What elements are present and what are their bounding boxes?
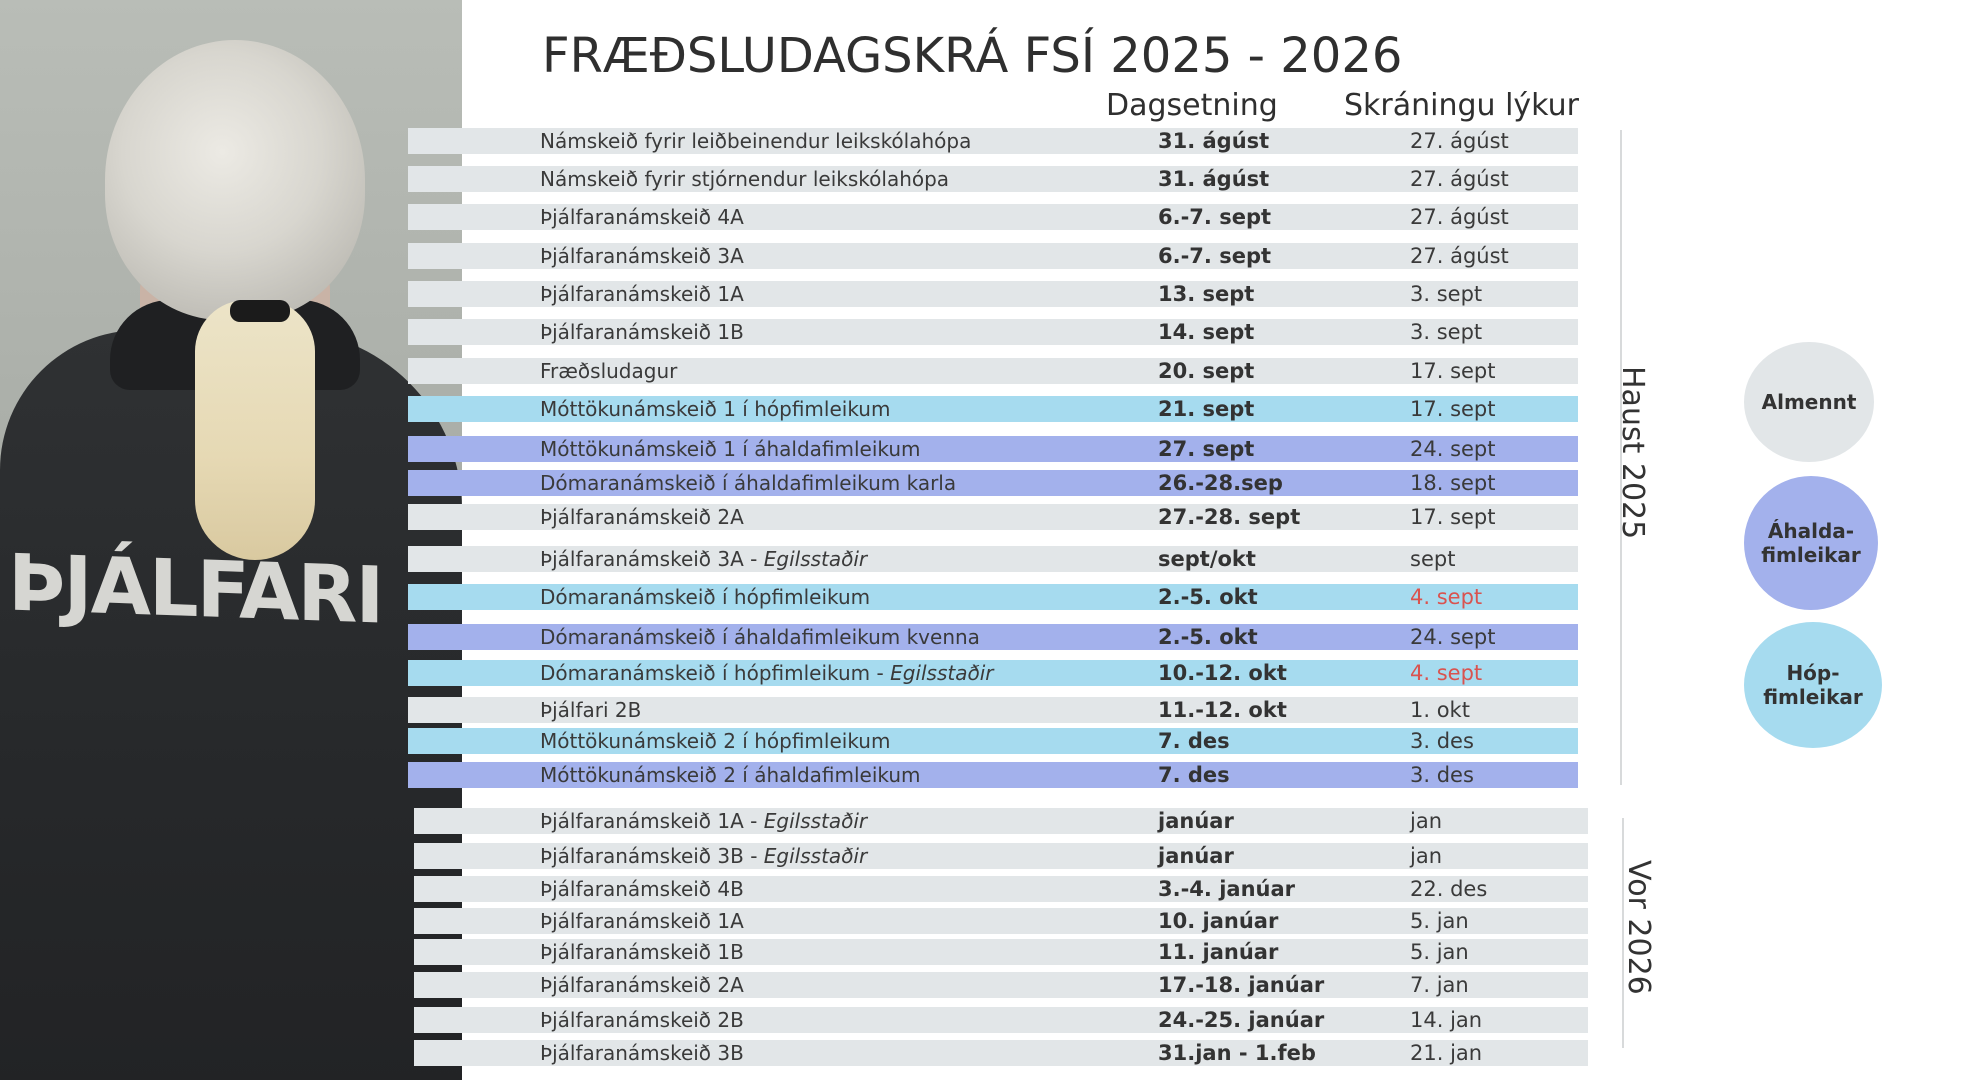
registration-deadline: 3. sept [1410, 282, 1483, 306]
registration-deadline: 22. des [1410, 877, 1488, 901]
registration-deadline: 3. des [1410, 763, 1474, 787]
column-header-date: Dagsetning [1106, 88, 1278, 123]
course-date: 26.-28.sep [1158, 471, 1283, 495]
course-name: Móttökunámskeið 2 í áhaldafimleikum [540, 763, 921, 787]
course-name: Dómaranámskeið í áhaldafimleikum karla [540, 471, 957, 495]
course-name: Þjálfaranámskeið 4B [540, 877, 744, 901]
course-location: Egilsstaðir [763, 547, 868, 571]
course-name: Námskeið fyrir leiðbeinendur leikskólahópa [540, 129, 972, 153]
registration-deadline: 3. sept [1410, 320, 1483, 344]
course-date: 11. janúar [1158, 940, 1279, 964]
course-date: sept/okt [1158, 547, 1256, 571]
registration-deadline: 1. okt [1410, 698, 1470, 722]
registration-deadline: 27. ágúst [1410, 244, 1509, 268]
course-date: 20. sept [1158, 359, 1255, 383]
course-date: 24.-25. janúar [1158, 1008, 1325, 1032]
course-date: janúar [1158, 809, 1234, 833]
course-location: Egilsstaðir [763, 844, 868, 868]
registration-deadline: 17. sept [1410, 505, 1496, 529]
course-name: Þjálfaranámskeið 1A [540, 282, 744, 306]
legend-almennt-label: Almennt [1761, 390, 1857, 414]
coach-photo [0, 0, 462, 1080]
registration-deadline: 7. jan [1410, 973, 1469, 997]
page-title: FRÆÐSLUDAGSKRÁ FSÍ 2025 - 2026 [542, 28, 1403, 84]
legend-almennt [1744, 342, 1874, 462]
course-name: Þjálfari 2B [540, 698, 642, 722]
legend-ahalda-line1: Áhalda- [1767, 519, 1855, 543]
course-name: Þjálfaranámskeið 3A - Egilsstaðir [540, 547, 868, 571]
course-date: 10. janúar [1158, 909, 1279, 933]
course-name: Þjálfaranámskeið 1A [540, 909, 744, 933]
course-name: Námskeið fyrir stjórnendur leikskólahópa [540, 167, 950, 191]
course-name: Móttökunámskeið 1 í áhaldafimleikum [540, 437, 921, 461]
legend-hop-line2: fimleikar [1763, 685, 1863, 709]
course-date: 11.-12. okt [1158, 698, 1287, 722]
legend-ahaldafimleikar [1744, 476, 1878, 610]
course-date: 31. ágúst [1158, 167, 1270, 191]
course-name: Þjálfaranámskeið 2A [540, 973, 744, 997]
registration-deadline: sept [1410, 547, 1456, 571]
registration-deadline: 5. jan [1410, 940, 1469, 964]
registration-deadline: 24. sept [1410, 625, 1496, 649]
course-name: Dómaranámskeið í hópfimleikum [540, 585, 871, 609]
course-name: Þjálfaranámskeið 3B - Egilsstaðir [540, 844, 868, 868]
course-date: 2.-5. okt [1158, 585, 1258, 609]
course-name: Þjálfaranámskeið 2A [540, 505, 744, 529]
photo-hairband [230, 300, 290, 322]
course-date: 3.-4. janúar [1158, 877, 1296, 901]
course-date: 2.-5. okt [1158, 625, 1258, 649]
course-name: Þjálfaranámskeið 2B [540, 1008, 744, 1032]
registration-deadline: 24. sept [1410, 437, 1496, 461]
photo-head [105, 40, 365, 320]
season-label-autumn: Haust 2025 [1615, 366, 1650, 540]
photo-ponytail [195, 300, 315, 560]
course-location: Egilsstaðir [890, 661, 994, 685]
course-date: 17.-18. janúar [1158, 973, 1325, 997]
course-name: Dómaranámskeið í hópfimleikum - Egilsstaðir [540, 661, 994, 685]
legend-ahalda-line2: fimleikar [1761, 543, 1861, 567]
registration-deadline: 18. sept [1410, 471, 1496, 495]
registration-deadline: jan [1410, 844, 1443, 868]
course-name: Þjálfaranámskeið 3A [540, 244, 744, 268]
registration-deadline: 27. ágúst [1410, 205, 1509, 229]
course-date: 6.-7. sept [1158, 205, 1272, 229]
course-name: Dómaranámskeið í áhaldafimleikum kvenna [540, 625, 980, 649]
legend-hopfimleikar [1744, 622, 1882, 748]
course-name: Þjálfaranámskeið 1B [540, 940, 744, 964]
course-date: 10.-12. okt [1158, 661, 1287, 685]
course-date: janúar [1158, 844, 1234, 868]
registration-deadline: 5. jan [1410, 909, 1469, 933]
course-name: Þjálfaranámskeið 1B [540, 320, 744, 344]
registration-deadline: 17. sept [1410, 359, 1496, 383]
course-name: Þjálfaranámskeið 1A - Egilsstaðir [540, 809, 868, 833]
course-date: 6.-7. sept [1158, 244, 1272, 268]
season-label-spring: Vor 2026 [1621, 860, 1656, 995]
course-name: Þjálfaranámskeið 4A [540, 205, 744, 229]
registration-deadline: 27. ágúst [1410, 129, 1509, 153]
jacket-lettering: ÞJÁLFARI [8, 538, 383, 642]
course-name: Móttökunámskeið 2 í hópfimleikum [540, 729, 891, 753]
course-date: 7. des [1158, 729, 1230, 753]
registration-deadline: 21. jan [1410, 1041, 1483, 1065]
column-header-registration: Skráningu lýkur [1344, 88, 1579, 123]
course-date: 14. sept [1158, 320, 1255, 344]
registration-deadline: 14. jan [1410, 1008, 1483, 1032]
registration-deadline: 3. des [1410, 729, 1474, 753]
registration-deadline: 4. sept [1410, 661, 1483, 685]
legend-hop-line1: Hóp- [1786, 661, 1840, 685]
course-date: 27.-28. sept [1158, 505, 1301, 529]
course-date: 27. sept [1158, 437, 1255, 461]
course-date: 31. ágúst [1158, 129, 1270, 153]
course-location: Egilsstaðir [763, 809, 868, 833]
registration-deadline: 17. sept [1410, 397, 1496, 421]
course-date: 31.jan - 1.feb [1158, 1041, 1316, 1065]
course-date: 13. sept [1158, 282, 1255, 306]
course-name: Fræðsludagur [540, 359, 678, 383]
course-date: 21. sept [1158, 397, 1255, 421]
course-name: Móttökunámskeið 1 í hópfimleikum [540, 397, 891, 421]
registration-deadline: 4. sept [1410, 585, 1483, 609]
course-date: 7. des [1158, 763, 1230, 787]
course-name: Þjálfaranámskeið 3B [540, 1041, 744, 1065]
registration-deadline: jan [1410, 809, 1443, 833]
registration-deadline: 27. ágúst [1410, 167, 1509, 191]
